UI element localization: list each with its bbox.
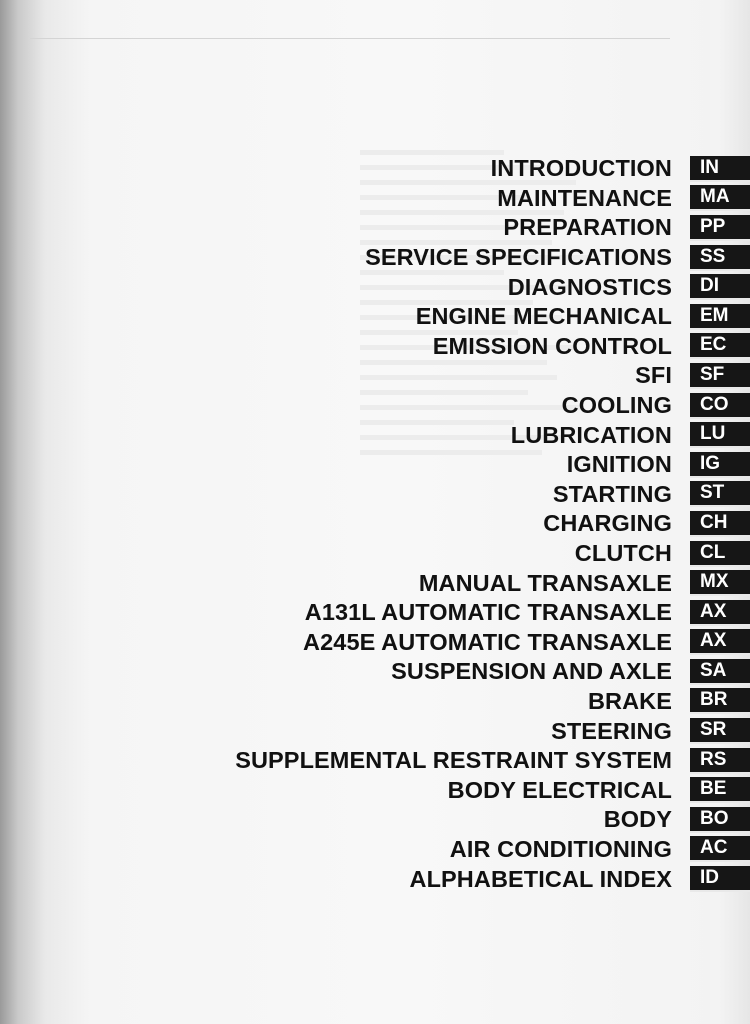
toc-entry-clutch[interactable] — [0, 539, 750, 569]
section-tab[interactable]: SA — [690, 659, 750, 685]
toc-entry-label: SUPPLEMENTAL RESTRAINT SYSTEM — [235, 747, 672, 774]
section-tab[interactable]: AX — [690, 629, 750, 655]
section-tab[interactable]: AX — [690, 600, 750, 626]
toc-entry-preparation[interactable] — [0, 213, 750, 243]
toc-entry-label: BODY ELECTRICAL — [447, 776, 672, 803]
section-tab[interactable]: BE — [690, 777, 750, 803]
section-tab[interactable]: BR — [690, 688, 750, 714]
toc-entry-body[interactable] — [0, 805, 750, 835]
toc-entry-suspension-and-axle[interactable] — [0, 657, 750, 687]
section-tab[interactable]: CH — [690, 511, 750, 537]
section-tab[interactable]: ID — [690, 866, 750, 892]
toc-entry-steering[interactable] — [0, 716, 750, 746]
toc-entry-body-electrical[interactable] — [0, 775, 750, 805]
toc-entry-emission-control[interactable] — [0, 332, 750, 362]
section-tab[interactable]: DI — [690, 274, 750, 300]
toc-entry-label: COOLING — [561, 392, 672, 419]
toc-entry-charging[interactable] — [0, 509, 750, 539]
toc-entry-air-conditioning[interactable] — [0, 835, 750, 865]
toc-entry-label: BODY — [603, 806, 672, 833]
section-tab[interactable]: SF — [690, 363, 750, 389]
toc-entry-label: IGNITION — [566, 451, 672, 478]
toc-entry-sfi[interactable] — [0, 361, 750, 391]
toc-entry-label: ALPHABETICAL INDEX — [409, 865, 672, 892]
toc-entry-label: AIR CONDITIONING — [449, 835, 672, 862]
section-tab[interactable]: IN — [690, 156, 750, 182]
section-tab[interactable]: LU — [690, 422, 750, 448]
table-of-contents — [0, 154, 750, 894]
toc-entry-label: STEERING — [551, 717, 672, 744]
toc-entry-alphabetical-index[interactable] — [0, 864, 750, 894]
toc-entry-label: A131L AUTOMATIC TRANSAXLE — [304, 599, 672, 626]
section-tab[interactable]: BO — [690, 807, 750, 833]
toc-entry-maintenance[interactable] — [0, 184, 750, 214]
toc-entry-ignition[interactable] — [0, 450, 750, 480]
toc-entry-cooling[interactable] — [0, 391, 750, 421]
toc-entry-label: STARTING — [552, 480, 672, 507]
toc-entry-diagnostics[interactable] — [0, 272, 750, 302]
section-tab[interactable]: SS — [690, 245, 750, 271]
toc-entry-label: SUSPENSION AND AXLE — [391, 658, 672, 685]
toc-entry-label: CHARGING — [543, 510, 672, 537]
toc-entry-starting[interactable] — [0, 480, 750, 510]
toc-entry-label: MANUAL TRANSAXLE — [418, 569, 672, 596]
section-tab[interactable]: IG — [690, 452, 750, 478]
toc-entry-label: PREPARATION — [503, 214, 672, 241]
section-tab[interactable]: CO — [690, 393, 750, 419]
toc-entry-a131l-automatic-transaxle[interactable] — [0, 598, 750, 628]
toc-entry-label: CLUTCH — [574, 540, 672, 567]
toc-entry-service-specifications[interactable] — [0, 243, 750, 273]
section-tab[interactable]: ST — [690, 481, 750, 507]
toc-entry-label: LUBRICATION — [510, 421, 672, 448]
toc-entry-label: ENGINE MECHANICAL — [415, 303, 672, 330]
section-tab[interactable]: EC — [690, 333, 750, 359]
top-rule — [30, 38, 670, 39]
section-tab[interactable]: PP — [690, 215, 750, 241]
toc-entry-introduction[interactable] — [0, 154, 750, 184]
toc-entry-label: A245E AUTOMATIC TRANSAXLE — [303, 628, 672, 655]
toc-entry-label: INTRODUCTION — [490, 155, 672, 182]
toc-entry-label: SFI — [635, 362, 672, 389]
toc-entry-brake[interactable] — [0, 687, 750, 717]
toc-entry-lubrication[interactable] — [0, 420, 750, 450]
section-tab[interactable]: SR — [690, 718, 750, 744]
toc-entry-label: MAINTENANCE — [497, 184, 672, 211]
toc-entry-label: BRAKE — [587, 687, 672, 714]
section-tab[interactable]: AC — [690, 836, 750, 862]
toc-entry-label: SERVICE SPECIFICATIONS — [365, 244, 672, 271]
toc-entry-label: EMISSION CONTROL — [432, 332, 672, 359]
section-tab[interactable]: EM — [690, 304, 750, 330]
toc-entry-engine-mechanical[interactable] — [0, 302, 750, 332]
toc-entry-a245e-automatic-transaxle[interactable] — [0, 628, 750, 658]
section-tab[interactable]: MA — [690, 185, 750, 211]
toc-entry-supplemental-restraint-system[interactable] — [0, 746, 750, 776]
section-tab[interactable]: CL — [690, 541, 750, 567]
section-tab[interactable]: RS — [690, 748, 750, 774]
toc-entry-label: DIAGNOSTICS — [507, 273, 672, 300]
toc-entry-manual-transaxle[interactable] — [0, 568, 750, 598]
section-tab[interactable]: MX — [690, 570, 750, 596]
